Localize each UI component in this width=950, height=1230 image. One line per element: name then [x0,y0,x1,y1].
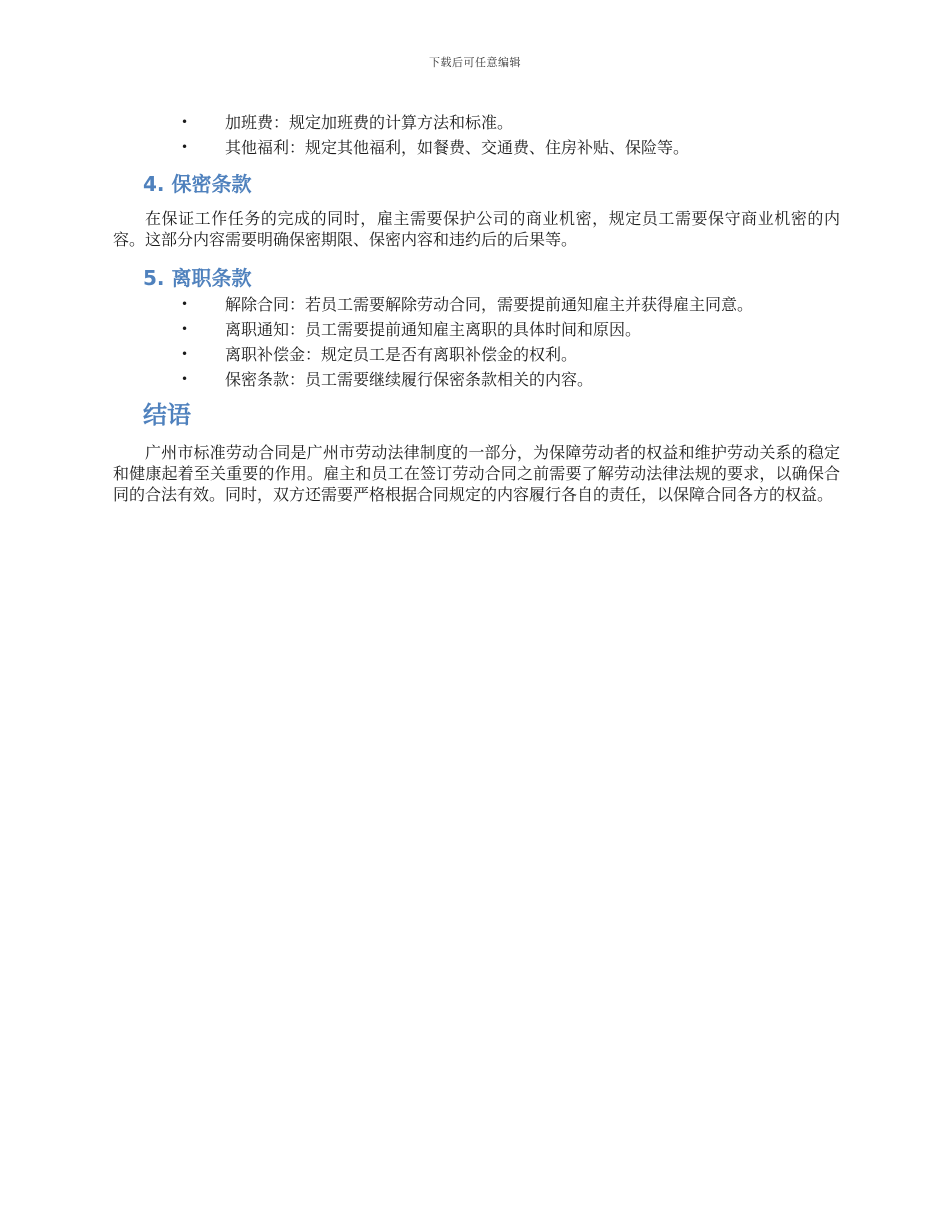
page-header-note: 下载后可任意编辑 [429,56,521,69]
section-heading-conclusion: 结语 [143,401,191,429]
list-item-text: 加班费：规定加班费的计算方法和标准。 [225,113,514,132]
list-item [113,317,840,342]
list-item [113,135,840,160]
document-body [113,110,840,505]
bullet-icon: • [181,140,189,154]
list-item [113,110,840,135]
resignation-list [113,292,840,392]
benefits-list [113,110,840,160]
bullet-icon: • [181,322,189,336]
list-item-text: 离职通知：员工需要提前通知雇主离职的具体时间和原因。 [225,320,642,339]
list-item-text: 其他福利：规定其他福利，如餐费、交通费、住房补贴、保险等。 [225,138,690,157]
section-heading-confidentiality: 4. 保密条款 [143,172,252,196]
conclusion-paragraph: 广州市标准劳动合同是广州市劳动法律制度的一部分，为保障劳动者的权益和维护劳动关系的稳定和健康起着至关重要的作用。雇主和员工在签订劳动合同之前需要了解劳动法律法规的要求，以确保合同的合法有效。同时，双方还需要严格根据合同规定的内容履行各自的责任，以保障合同各方的权益。 [113,443,840,504]
bullet-icon: • [181,115,189,129]
list-item-text: 离职补偿金：规定员工是否有离职补偿金的权利。 [225,345,578,364]
bullet-icon: • [181,297,189,311]
list-item-text: 解除合同：若员工需要解除劳动合同，需要提前通知雇主并获得雇主同意。 [225,295,754,314]
bullet-icon: • [181,372,189,386]
list-item [113,342,840,367]
section-heading-resignation: 5. 离职条款 [143,266,252,290]
list-item [113,367,840,392]
list-item [113,292,840,317]
confidentiality-paragraph: 在保证工作任务的完成的同时，雇主需要保护公司的商业机密，规定员工需要保守商业机密的内容。这部分内容需要明确保密期限、保密内容和违约后的后果等。 [113,209,840,249]
list-item-text: 保密条款：员工需要继续履行保密条款相关的内容。 [225,370,594,389]
bullet-icon: • [181,347,189,361]
